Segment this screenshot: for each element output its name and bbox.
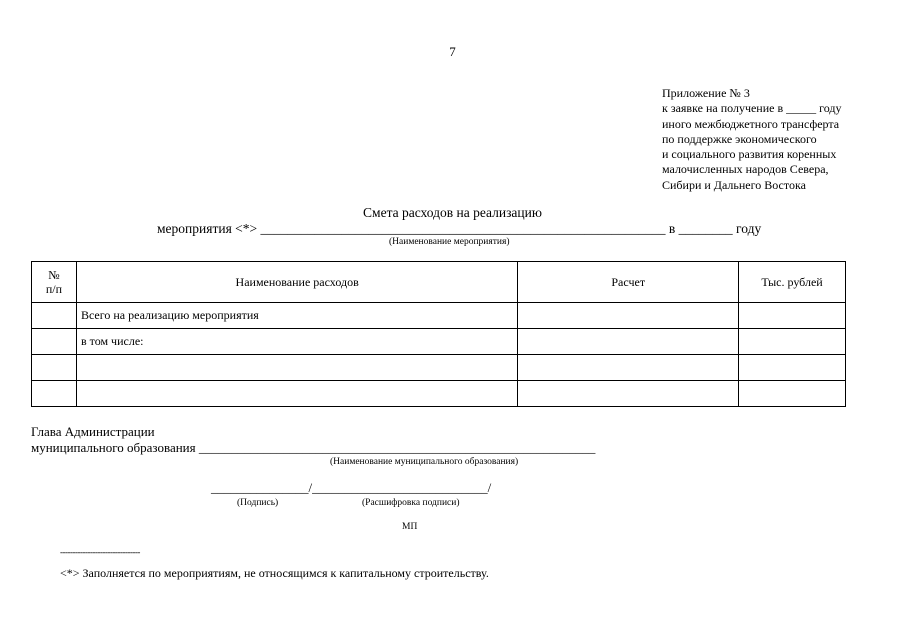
signature-blank[interactable]: _______________ — [211, 480, 309, 495]
document-title: Смета расходов на реализацию — [363, 205, 542, 220]
head-title-line1: Глава Администрации — [31, 424, 155, 439]
cell-amount[interactable] — [739, 303, 846, 329]
appendix-line: Приложение № 3 — [662, 86, 750, 100]
signature-line — [211, 480, 491, 496]
cell-number[interactable] — [32, 381, 77, 407]
appendix-note — [662, 86, 842, 193]
expense-table — [31, 261, 846, 407]
header-amount: Тыс. рублей — [739, 262, 846, 303]
appendix-line: по поддержке экономического — [662, 131, 817, 146]
slash-separator: / — [487, 480, 492, 495]
cell-calculation[interactable] — [518, 303, 739, 329]
page-number: 7 — [449, 44, 456, 59]
appendix-line: малочисленных народов Севера, — [662, 162, 829, 177]
footnote-separator: -------------------------------- — [60, 547, 140, 557]
event-name-line — [157, 221, 761, 237]
header-expense-name: Наименование расходов — [76, 262, 517, 303]
event-name-caption: (Наименование мероприятия) — [389, 237, 510, 247]
municipality-blank[interactable]: _____________________________________________________________ — [198, 440, 596, 455]
signature-caption: (Подпись) — [237, 498, 279, 508]
cell-number[interactable] — [32, 329, 77, 355]
table-row — [32, 303, 846, 329]
signature-decode-blank[interactable]: ___________________________ — [312, 480, 488, 495]
event-name-blank[interactable]: ____________________________________________________________ — [260, 221, 666, 236]
signature-decode-caption: (Расшифровка подписи) — [362, 498, 460, 508]
cell-calculation[interactable] — [518, 329, 739, 355]
appendix-line: Сибири и Дальнего Востока — [662, 177, 806, 192]
municipality-caption: (Наименование муниципального образования) — [330, 457, 519, 467]
cell-calculation[interactable] — [518, 355, 739, 381]
table-row — [32, 355, 846, 381]
cell-amount[interactable] — [739, 329, 846, 355]
cell-number[interactable] — [32, 355, 77, 381]
table-row — [32, 381, 846, 407]
slash-separator: / — [308, 480, 313, 495]
cell-amount[interactable] — [739, 355, 846, 381]
header-calculation: Расчет — [518, 262, 739, 303]
event-prefix: мероприятия <*> — [157, 221, 258, 236]
cell-number[interactable] — [32, 303, 77, 329]
table-header-row — [32, 262, 846, 303]
head-signature-block — [31, 424, 595, 456]
appendix-line: и социального развития коренных — [662, 147, 837, 162]
header-number: № п/п — [32, 262, 77, 303]
appendix-line: иного межбюджетного трансферта — [662, 116, 840, 131]
cell-amount[interactable] — [739, 381, 846, 407]
stamp-place: МП — [402, 522, 418, 532]
cell-expense-name[interactable] — [76, 381, 517, 407]
cell-expense-name: в том числе: — [76, 329, 517, 355]
table-row — [32, 329, 846, 355]
cell-expense-name[interactable] — [76, 355, 517, 381]
head-title-line2: муниципального образования — [31, 440, 196, 455]
year-suffix: году — [732, 221, 762, 236]
year-blank[interactable]: ________ — [678, 221, 733, 236]
footnote-text: <*> Заполняется по мероприятиям, не относящимся к капитальному строительству. — [60, 566, 489, 580]
cell-calculation[interactable] — [518, 381, 739, 407]
head-title-line2-row — [31, 440, 595, 456]
year-connector: в — [665, 221, 679, 236]
appendix-line: к заявке на получение в _____ году — [662, 101, 842, 116]
cell-expense-name: Всего на реализацию мероприятия — [76, 303, 517, 329]
